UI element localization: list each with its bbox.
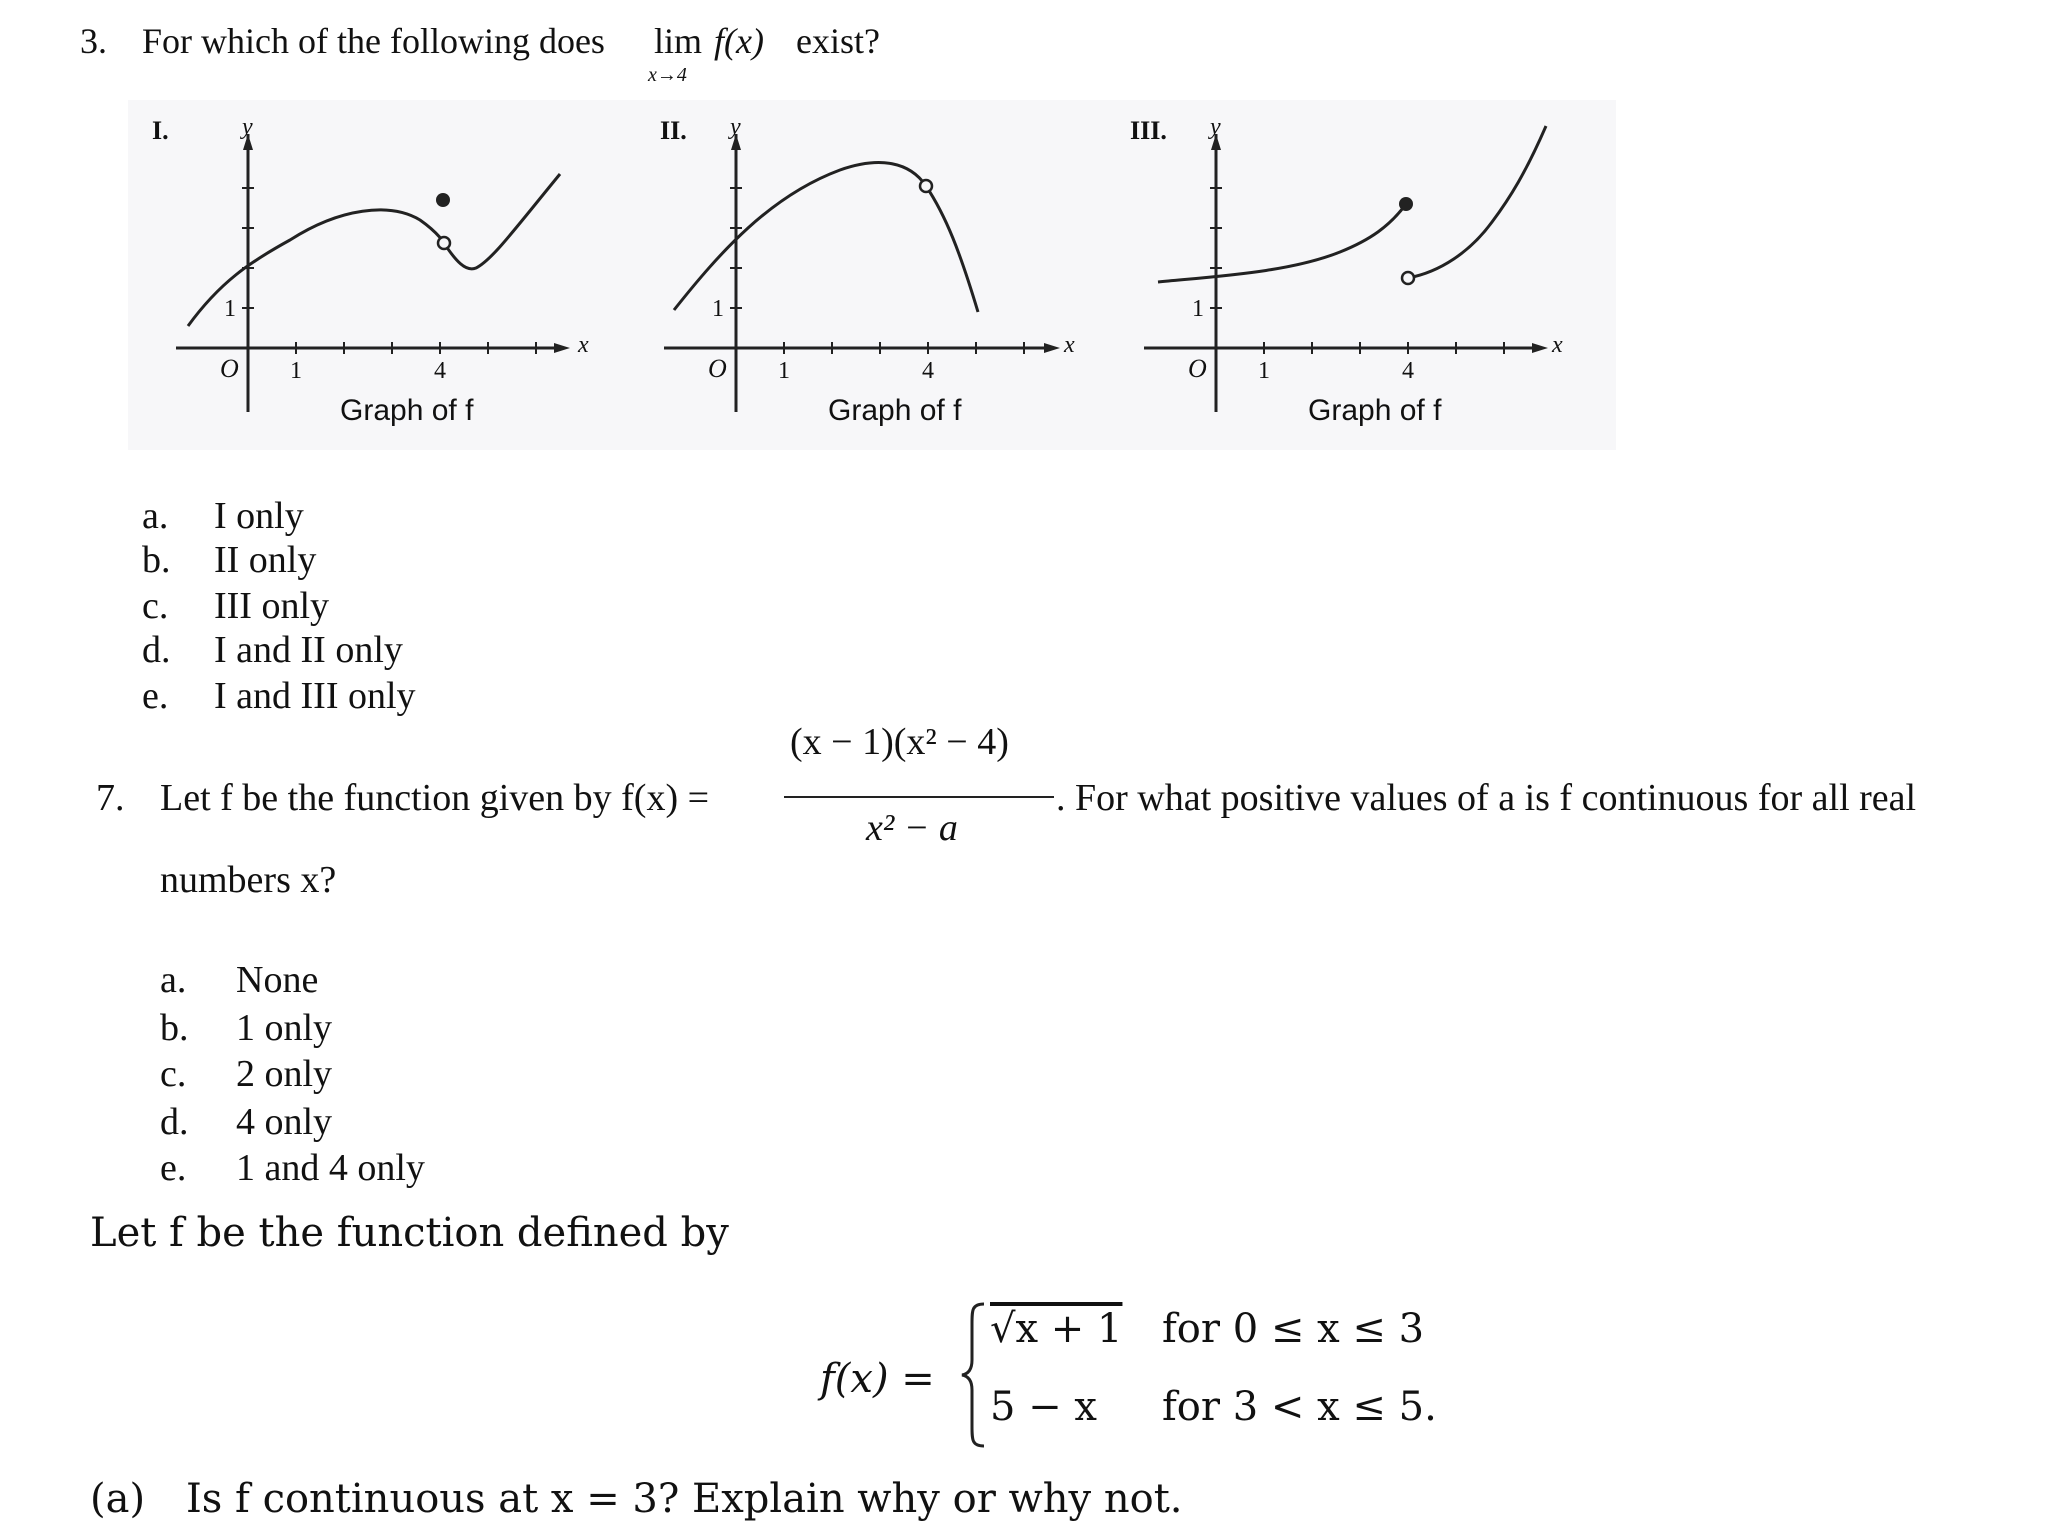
graph-1-filled-point: [436, 193, 450, 207]
graph-3-tick-4: 4: [1402, 358, 1414, 384]
graph-2: [620, 112, 1080, 442]
case-2-expression: 5 − x: [990, 1384, 1097, 1430]
question-3-number: 3.: [80, 21, 107, 61]
graph-1-tick-1: 1: [290, 358, 302, 384]
choice-letter: b.: [142, 539, 171, 581]
case-2-condition: for 3 < x ≤ 5.: [1162, 1384, 1437, 1430]
graph-3-open-point: [1402, 272, 1414, 284]
choice-letter: a.: [160, 959, 187, 1001]
graph-2-roman: II.: [660, 116, 687, 145]
graph-2-caption: Graph of f: [828, 394, 962, 427]
limit-function: f(x): [714, 21, 764, 61]
graph-2-tick-4: 4: [922, 358, 934, 384]
question-7-tail: . For what positive values of a is f continuous for all real: [1056, 777, 1917, 819]
graph-3-origin: O: [1188, 354, 1207, 383]
graph-1-open-point: [438, 237, 450, 249]
graph-1-origin: O: [220, 354, 239, 383]
graph-2-tick-1: 1: [778, 358, 790, 384]
case-1-condition: for 0 ≤ x ≤ 3: [1162, 1306, 1425, 1352]
graph-2-y-label: y: [730, 114, 741, 140]
choice-letter: b.: [160, 1007, 189, 1049]
fraction-bar: [784, 796, 1054, 798]
piecewise-brace: [960, 1300, 990, 1450]
graph-3-left-curve: [1158, 204, 1406, 282]
graph-1-curve: [188, 174, 560, 326]
choice-text[interactable]: 1 and 4 only: [236, 1147, 425, 1189]
question-7-line2: numbers x?: [160, 859, 337, 901]
choice-text[interactable]: 4 only: [236, 1101, 333, 1143]
choice-letter: e.: [160, 1147, 187, 1189]
choice-letter: e.: [142, 675, 169, 717]
graph-1: [140, 112, 600, 442]
fraction-denominator: x² − a: [866, 807, 958, 849]
question-7-number: 7.: [96, 777, 125, 819]
choice-letter: d.: [160, 1101, 189, 1143]
graph-3-filled-point: [1399, 197, 1413, 211]
graph-1-roman: I.: [152, 116, 169, 145]
choice-text[interactable]: III only: [214, 585, 330, 627]
graph-2-open-point: [920, 180, 932, 192]
graph-3-roman: III.: [1130, 116, 1167, 145]
graph-1-y-label: y: [242, 114, 253, 140]
graph-1-svg: [140, 112, 600, 442]
graph-2-origin: O: [708, 354, 727, 383]
graph-3-x-arrow: [1532, 343, 1548, 353]
question-3-tail: exist?: [796, 21, 880, 61]
choice-text[interactable]: 2 only: [236, 1053, 333, 1095]
piecewise-lhs: f(x) =: [820, 1356, 935, 1402]
choice-letter: d.: [142, 629, 171, 671]
question-3-prompt: For which of the following does: [142, 21, 605, 61]
part-a-label: (a): [90, 1476, 146, 1522]
choice-letter: c.: [160, 1053, 187, 1095]
choice-text[interactable]: II only: [214, 539, 317, 581]
graph-2-x-label: x: [1064, 332, 1075, 358]
limit-operator: lim: [654, 21, 703, 61]
part-a-text: Is f continuous at x = 3? Explain why or why not.: [186, 1476, 1183, 1522]
fraction-numerator: (x − 1)(x² − 4): [790, 721, 1009, 763]
graph-3-y-tick: 1: [1192, 296, 1204, 322]
graph-1-tick-4: 4: [434, 358, 446, 384]
limit-subscript: x→4: [648, 64, 687, 86]
graph-3-svg: [1100, 112, 1600, 442]
choice-letter: c.: [142, 585, 169, 627]
graph-3-tick-1: 1: [1258, 358, 1270, 384]
choice-text[interactable]: None: [236, 959, 319, 1001]
graph-1-y-tick: 1: [224, 296, 236, 322]
choice-text[interactable]: I and II only: [214, 629, 403, 671]
graph-3-x-label: x: [1552, 332, 1563, 358]
graph-2-ticks: [730, 188, 1024, 354]
choice-text[interactable]: I only: [214, 495, 304, 537]
graph-1-x-arrow: [554, 343, 570, 353]
choice-text[interactable]: 1 only: [236, 1007, 333, 1049]
piecewise-intro: Let f be the function defined by: [90, 1210, 729, 1256]
graph-3-right-curve: [1408, 126, 1546, 278]
graph-1-caption: Graph of f: [340, 394, 474, 427]
graph-2-svg: [620, 112, 1080, 442]
choice-text[interactable]: I and III only: [214, 675, 416, 717]
graph-2-y-tick: 1: [712, 296, 724, 322]
graph-2-x-arrow: [1044, 343, 1060, 353]
choice-letter: a.: [142, 495, 169, 537]
graph-3: [1100, 112, 1600, 442]
question-7-lead: Let f be the function given by f(x) =: [160, 777, 710, 819]
graph-1-x-label: x: [578, 332, 589, 358]
graph-3-caption: Graph of f: [1308, 394, 1442, 427]
case-1-expression: √x + 1: [990, 1306, 1123, 1352]
graph-3-y-label: y: [1210, 114, 1221, 140]
graph-1-ticks: [242, 188, 536, 354]
